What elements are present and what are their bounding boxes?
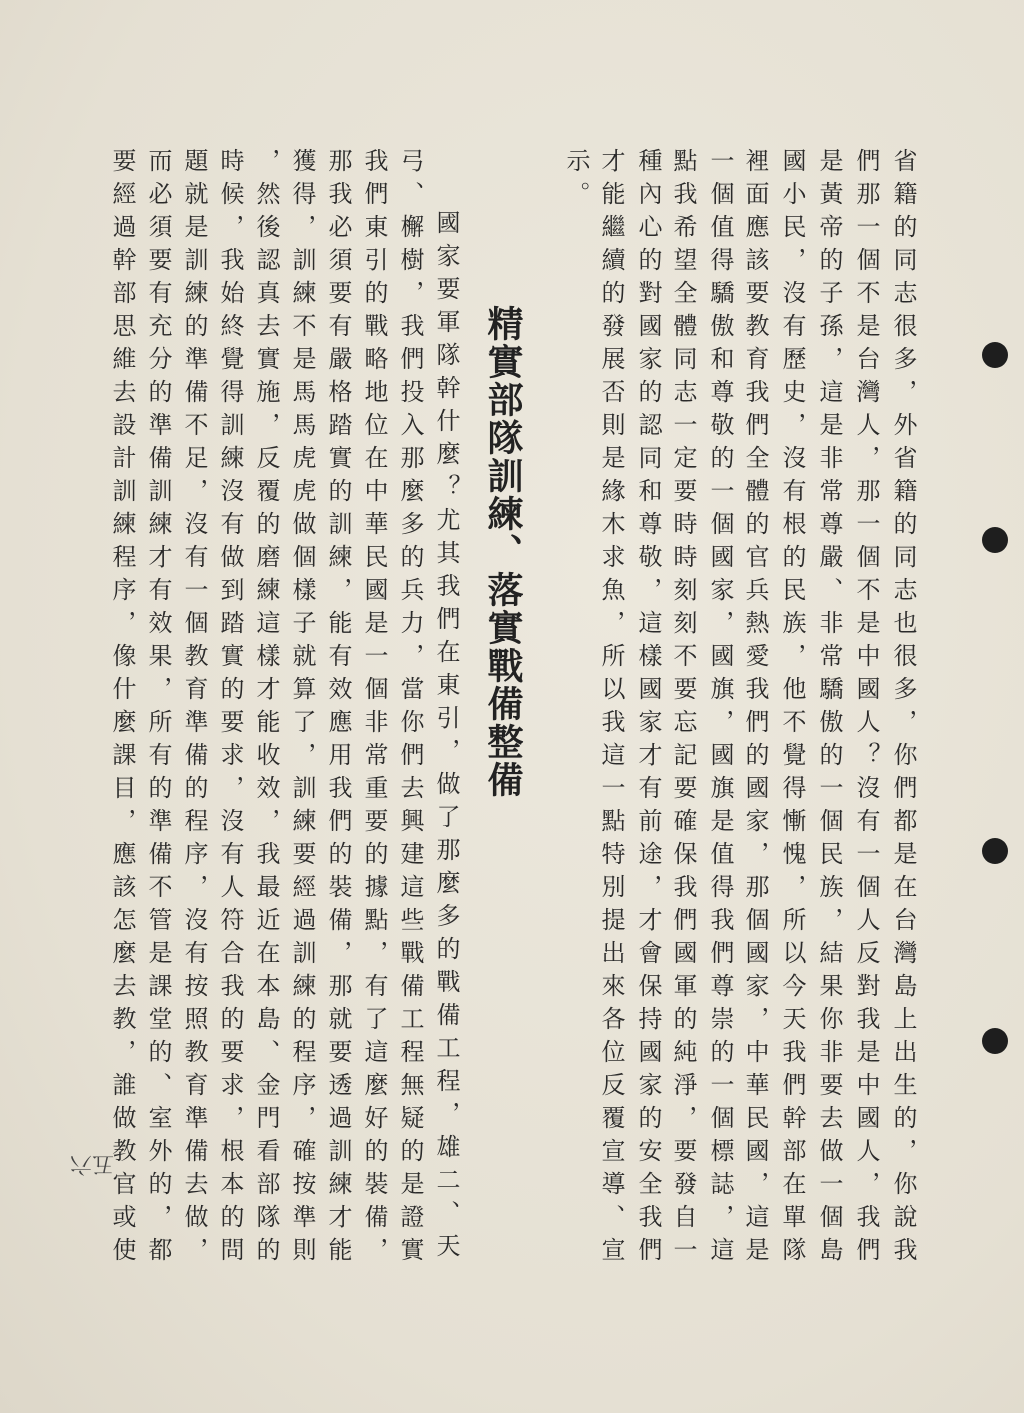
text-column-6: 一個值得驕傲和尊敬的一個國家，國旗，國旗是值得我們尊崇的一個標誌，這 [706,148,734,1270]
page-number: 五六 [70,1151,115,1176]
text-column-4: 國小民，沒有歷史，沒有根的民族，他不覺得慚愧，所以今天我們幹部在單隊 [778,148,806,1270]
binder-hole-4 [982,1028,1008,1054]
text-column-2: 們那一個不是台灣人，那一個不是中國人？沒有一個人反對我是中國人，我們 [852,148,880,1270]
text-column-17: 時候，我始終覺得訓練沒有做到踏實的要求，沒有人符合我的要求，根本的問 [216,148,244,1270]
text-column-8: 種內心的對國家的認同和尊敬，這樣國家才有前途，才會保持國家的安全我們 [634,148,662,1270]
text-column-16: ，然後認真去實施，反覆的磨練這樣才能收效，我最近在本島、金門看部隊的 [252,148,280,1270]
binder-hole-3 [982,838,1008,864]
text-column-14: 那我必須要有嚴格踏實的訓練，能有效應用我們的裝備，那就要透過訓練才能 [324,148,352,1270]
text-column-18: 題就是訓練的準備不足，沒有一個教育準備的程序，沒有按照教育準備去做， [180,148,208,1270]
text-column-11: 國家要軍隊幹什麼？尤其我們在東引，做了那麼多的戰備工程，雄二、天 [432,210,460,1266]
binder-hole-2 [982,527,1008,553]
binder-hole-1 [982,342,1008,368]
text-column-13: 我們東引的戰略地位在中華民國是一個非常重要的據點，有了這麼好的裝備， [360,148,388,1270]
text-column-1: 省籍的同志很多，外省籍的同志也很多，你們都是在台灣島上出生的，你說我 [889,148,917,1270]
text-column-7: 點我希望全體同志一定要時時刻刻不要忘記要確保我們國軍的純淨，要發自一 [669,148,697,1270]
section-title: 精實部隊訓練、落實戰備整備 [482,305,524,799]
text-column-19: 而必須要有充分的準備訓練才有效果，所有的準備不管是課堂的、室外的，都 [144,148,172,1270]
text-column-20: 要經過幹部思維去設計訓練程序，像什麼課目，應該怎麼去教，誰做教官或使 [108,148,136,1270]
text-column-5: 裡面應該要教育我們全體的官兵熱愛我們的國家，那個國家，中華民國，這是 [741,148,769,1270]
text-column-15: 獲得，訓練不是馬馬虎虎做個樣子就算了，訓練要經過訓練的程序，確按準則 [288,148,316,1270]
text-column-10: 示。 [562,148,590,214]
text-column-12: 弓、檞樹，我們投入那麼多的兵力，當你們去興建這些戰備工程無疑的是證實 [396,148,424,1270]
text-column-3: 是黃帝的子孫，這是非常尊嚴、非常驕傲的一個民族，結果你非要去做一個島 [815,148,843,1270]
text-column-9: 才能繼續的發展否則是緣木求魚，所以我這一點特別提出來各位反覆宣導、宣 [597,148,625,1270]
